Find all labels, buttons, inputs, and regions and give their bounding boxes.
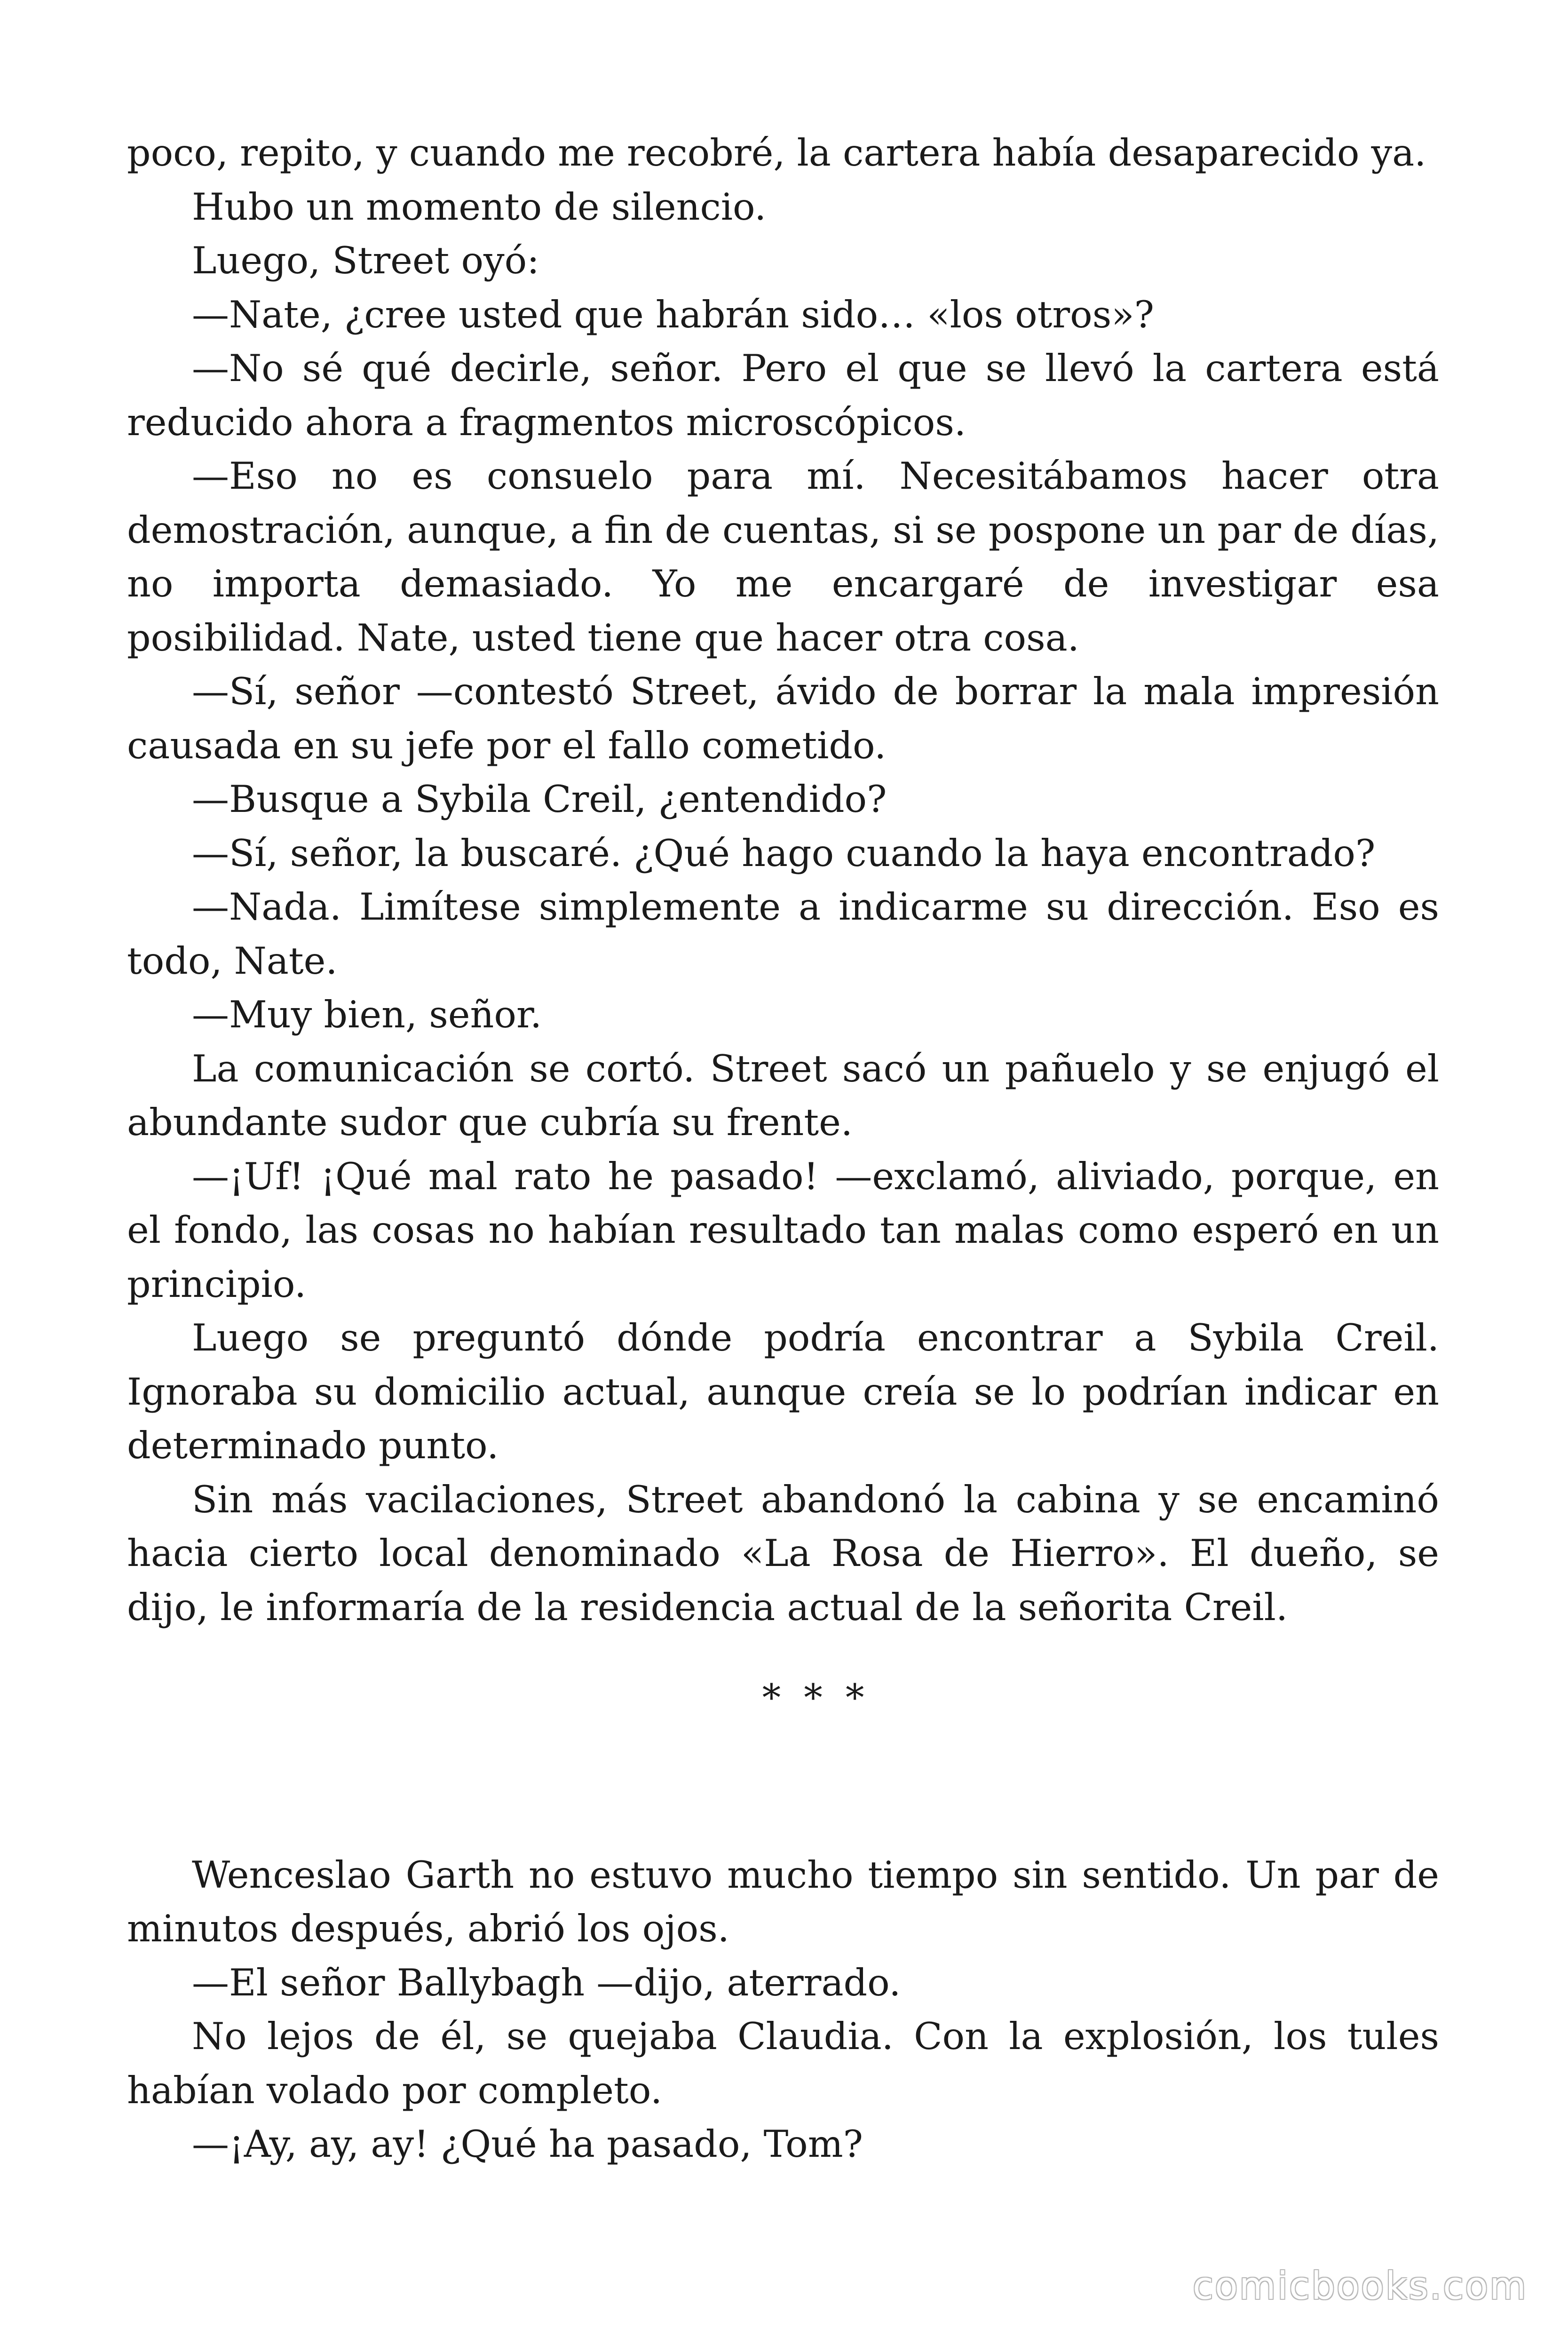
dialogue-line: —Eso no es consuelo para mí. Necesitábamos hacer otra demostración, aunque, a fin de cuentas, si se pospone un par de días, no importa demasiado. Yo me encargaré de investigar esa posibilidad. Nate, usted tiene que hacer otra cosa. <box>127 454 1439 660</box>
dialogue-line: —Nate, ¿cree usted que habrán sido… «los otros»? <box>192 293 1154 336</box>
dialogue-line: —El señor Ballybagh —dijo, aterrado. <box>192 1961 901 2004</box>
dialogue-line: —Nada. Limítese simplemente a indicarme su dirección. Eso es todo, Nate. <box>127 885 1439 983</box>
paragraph: poco, repito, y cuando me recobré, la cartera había desaparecido ya. <box>127 131 1426 175</box>
paragraph: Hubo un momento de silencio. <box>192 185 767 229</box>
dialogue-line: —Sí, señor, la buscaré. ¿Qué hago cuando la haya encontrado? <box>192 831 1376 875</box>
paragraph: Luego, Street oyó: <box>192 239 539 282</box>
paragraph: No lejos de él, se quejaba Claudia. Con la explosión, los tules habían volado por completo. <box>127 2015 1439 2112</box>
page-body <box>127 126 1439 2171</box>
paragraph: Wenceslao Garth no estuvo mucho tiempo sin sentido. Un par de minutos después, abrió los ojos. <box>127 1853 1439 1950</box>
section-separator: * * * <box>762 1676 870 1719</box>
watermark: comicbooks.com <box>1192 2264 1528 2308</box>
dialogue-line: —¡Ay, ay, ay! ¿Qué ha pasado, Tom? <box>192 2122 863 2166</box>
paragraph: Luego se preguntó dónde podría encontrar a Sybila Creil. Ignoraba su domicilio actual, aunque creía se lo podrían indicar en determinado punto. <box>127 1316 1439 1467</box>
dialogue-line: —Busque a Sybila Creil, ¿entendido? <box>192 778 887 821</box>
dialogue-line: —Sí, señor —contestó Street, ávido de borrar la mala impresión causada en su jefe por el fallo cometido. <box>127 670 1439 767</box>
paragraph: La comunicación se cortó. Street sacó un pañuelo y se enjugó el abundante sudor que cubría su frente. <box>127 1047 1439 1144</box>
dialogue-line: —Muy bien, señor. <box>192 993 542 1036</box>
paragraph: Sin más vacilaciones, Street abandonó la cabina y se encaminó hacia cierto local denominado «La Rosa de Hierro». El dueño, se dijo, le informaría de la residencia actual de la señorita Creil. <box>127 1478 1439 1629</box>
dialogue-line: —¡Uf! ¡Qué mal rato he pasado! —exclamó, aliviado, porque, en el fondo, las cosas no habían resultado tan malas como esperó en un principio. <box>127 1154 1439 1306</box>
dialogue-line: —No sé qué decirle, señor. Pero el que se llevó la cartera está reducido ahora a fragmentos microscópicos. <box>127 347 1439 444</box>
